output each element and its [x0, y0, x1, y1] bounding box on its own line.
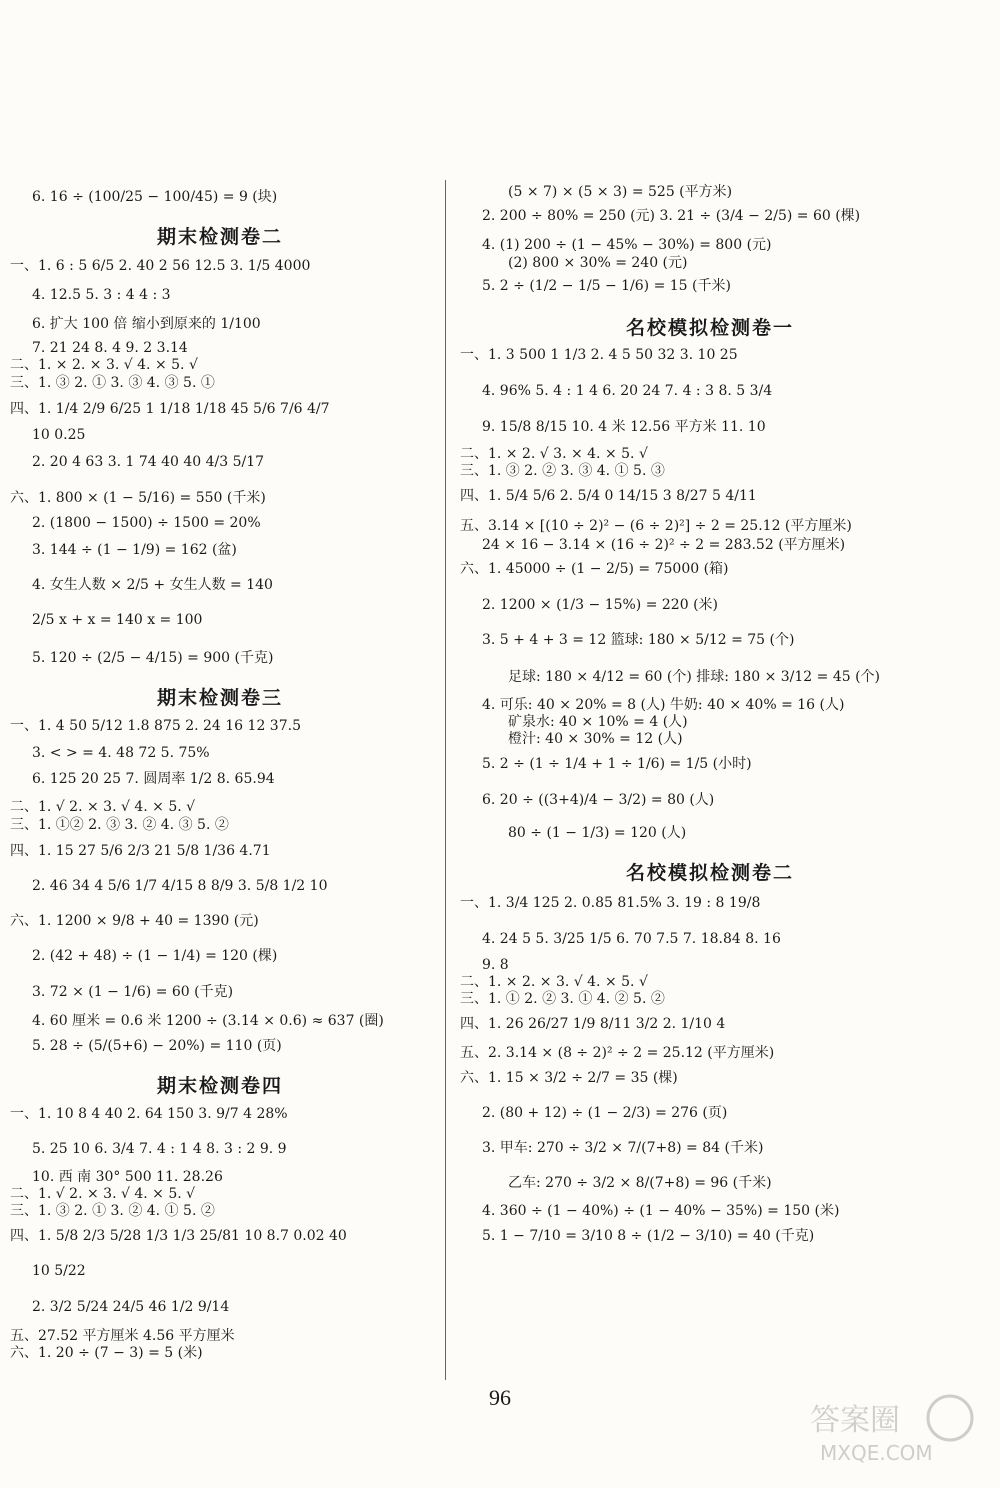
answer-line: 三、1. ③ 2. ① 3. ② 4. ① 5. ②	[10, 1203, 215, 1219]
answer-line: 4. 可乐: 40 × 20% = 8 (人) 牛奶: 40 × 40% = 16 (人)	[482, 697, 845, 713]
answer-line: 矿泉水: 40 × 10% = 4 (人)	[508, 714, 688, 730]
answer-line: 一、1. 3/4 125 2. 0.85 81.5% 3. 19 : 8 19/8	[460, 895, 761, 911]
answer-line: 六、1. 20 ÷ (7 − 3) = 5 (米)	[10, 1345, 203, 1361]
answer-line: 4. 60 厘米 = 0.6 米 1200 ÷ (3.14 × 0.6) ≈ 637 (圈)	[32, 1013, 384, 1029]
answer-line: 五、3.14 × [(10 ÷ 2)² − (6 ÷ 2)²] ÷ 2 = 25.12 (平方厘米)	[460, 518, 852, 534]
answer-line: 4. 12.5 5. 3 : 4 4 : 3	[32, 287, 171, 303]
answer-line: 一、1. 6 : 5 6/5 2. 40 2 56 12.5 3. 1/5 4000	[10, 258, 311, 274]
answer-line: 5. 28 ÷ (5/(5+6) − 20%) = 110 (页)	[32, 1038, 282, 1054]
left-column	[10, 0, 450, 1380]
answer-line: 80 ÷ (1 − 1/3) = 120 (人)	[508, 825, 687, 841]
answer-line: 6. 20 ÷ ((3+4)/4 − 3/2) = 80 (人)	[482, 792, 715, 808]
answer-line: 三、1. ①② 2. ③ 3. ② 4. ③ 5. ②	[10, 817, 229, 833]
answer-line: 二、1. × 2. × 3. √ 4. × 5. √	[460, 974, 648, 990]
answer-line: 三、1. ① 2. ② 3. ① 4. ② 5. ②	[460, 991, 665, 1007]
answer-line: 4. 24 5 5. 3/25 1/5 6. 70 7.5 7. 18.84 8. 16	[482, 931, 781, 947]
answer-line: 足球: 180 × 4/12 = 60 (个) 排球: 180 × 3/12 = 45 (个)	[508, 669, 881, 685]
answer-line: 六、1. 1200 × 9/8 + 40 = 1390 (元)	[10, 913, 259, 929]
answer-line: 四、1. 5/8 2/3 5/28 1/3 1/3 25/81 10 8.7 0.02 40	[10, 1228, 347, 1244]
section-heading: 期末检测卷二	[156, 226, 283, 248]
answer-line: 5. 25 10 6. 3/4 7. 4 : 1 4 8. 3 : 2 9. 9	[32, 1141, 287, 1157]
answer-line: (5 × 7) × (5 × 3) = 525 (平方米)	[508, 184, 733, 200]
answer-line: 5. 120 ÷ (2/5 − 4/15) = 900 (千克)	[32, 650, 274, 666]
answer-line: 4. 女生人数 × 2/5 + 女生人数 = 140	[32, 577, 273, 593]
answer-line: 二、1. √ 2. × 3. √ 4. × 5. √	[10, 799, 196, 815]
answer-line: 2. 1200 × (1/3 − 15%) = 220 (米)	[482, 597, 718, 613]
answer-line: 3. 144 ÷ (1 − 1/9) = 162 (盆)	[32, 542, 237, 558]
column-divider	[445, 180, 446, 1380]
answer-line: 五、2. 3.14 × (8 ÷ 2)² ÷ 2 = 25.12 (平方厘米)	[460, 1045, 775, 1061]
answer-line: 六、1. 45000 ÷ (1 − 2/5) = 75000 (箱)	[460, 561, 729, 577]
answer-line: 六、1. 15 × 3/2 ÷ 2/7 = 35 (棵)	[460, 1070, 678, 1086]
answer-line: 6. 125 20 25 7. 圆周率 1/2 8. 65.94	[32, 771, 275, 787]
answer-line: 5. 1 − 7/10 = 3/10 8 ÷ (1/2 − 3/10) = 40 (千克)	[482, 1228, 815, 1244]
answer-line: 三、1. ③ 2. ② 3. ③ 4. ① 5. ③	[460, 463, 665, 479]
answer-line: 2. (42 + 48) ÷ (1 − 1/4) = 120 (棵)	[32, 948, 278, 964]
answer-line: 2. 46 34 4 5/6 1/7 4/15 8 8/9 3. 5/8 1/2 10	[32, 878, 328, 894]
section-heading: 名校模拟检测卷一	[625, 317, 794, 339]
answer-line: 10 0.25	[32, 427, 86, 443]
answer-line: 3. 5 + 4 + 3 = 12 篮球: 180 × 5/12 = 75 (个)	[482, 632, 795, 648]
answer-line: 3. < > = 4. 48 72 5. 75%	[32, 745, 210, 761]
answer-line: 六、1. 800 × (1 − 5/16) = 550 (千米)	[10, 490, 266, 506]
answer-line: 2. (80 + 12) ÷ (1 − 2/3) = 276 (页)	[482, 1105, 728, 1121]
answer-line: (2) 800 × 30% = 240 (元)	[508, 255, 688, 271]
answer-line: 2. 200 ÷ 80% = 250 (元) 3. 21 ÷ (3/4 − 2/5) = 60 (棵)	[482, 208, 861, 224]
answer-line: 二、1. √ 2. × 3. √ 4. × 5. √	[10, 1186, 196, 1202]
watermark-logo	[800, 1388, 980, 1468]
answer-line: 10 5/22	[32, 1263, 86, 1279]
answer-line: 6. 扩大 100 倍 缩小到原来的 1/100	[32, 316, 261, 332]
watermark-text: 答案圈	[810, 1403, 900, 1438]
answer-line: 一、1. 3 500 1 1/3 2. 4 5 50 32 3. 10 25	[460, 347, 738, 363]
section-heading: 名校模拟检测卷二	[625, 862, 794, 884]
watermark-icon	[800, 1388, 980, 1468]
answer-line: 10. 西 南 30° 500 11. 28.26	[32, 1169, 223, 1185]
answer-line: 二、1. × 2. √ 3. × 4. × 5. √	[460, 446, 648, 462]
answer-line: 3. 甲车: 270 ÷ 3/2 × 7/(7+8) = 84 (千米)	[482, 1140, 764, 1156]
answer-line: 四、1. 5/4 5/6 2. 5/4 0 14/15 3 8/27 5 4/11	[460, 488, 757, 504]
answer-line: 4. 360 ÷ (1 − 40%) ÷ (1 − 40% − 35%) = 150 (米)	[482, 1203, 840, 1219]
answer-line: 乙车: 270 ÷ 3/2 × 8/(7+8) = 96 (千米)	[508, 1175, 772, 1191]
answer-line: 7. 21 24 8. 4 9. 2 3.14	[32, 340, 188, 356]
answer-line: 橙汁: 40 × 30% = 12 (人)	[508, 731, 683, 747]
answer-line: 四、1. 15 27 5/6 2/3 21 5/8 1/36 4.71	[10, 843, 271, 859]
answer-line: 五、27.52 平方厘米 4.56 平方厘米	[10, 1328, 235, 1344]
answer-line: 四、1. 1/4 2/9 6/25 1 1/18 1/18 45 5/6 7/6 4/7	[10, 401, 330, 417]
answer-line: 9. 15/8 8/15 10. 4 米 12.56 平方米 11. 10	[482, 419, 766, 435]
answer-line: 2. (1800 − 1500) ÷ 1500 = 20%	[32, 515, 261, 531]
watermark-domain: MXQE.COM	[820, 1441, 933, 1465]
answer-line: 4. 96% 5. 4 : 1 4 6. 20 24 7. 4 : 3 8. 5 3/4	[482, 383, 773, 399]
section-heading: 期末检测卷四	[156, 1075, 283, 1097]
answer-line: 2/5 x + x = 140 x = 100	[32, 612, 203, 628]
answer-line: 2. 3/2 5/24 24/5 46 1/2 9/14	[32, 1299, 230, 1315]
answer-line: 6. 16 ÷ (100/25 − 100/45) = 9 (块)	[32, 189, 278, 205]
answer-line: 3. 72 × (1 − 1/6) = 60 (千克)	[32, 984, 234, 1000]
answer-line: 四、1. 26 26/27 1/9 8/11 3/2 2. 1/10 4	[460, 1016, 726, 1032]
answer-line: 24 × 16 − 3.14 × (16 ÷ 2)² ÷ 2 = 283.52 (平方厘米)	[482, 537, 846, 553]
answer-line: 5. 2 ÷ (1 ÷ 1/4 + 1 ÷ 1/6) = 1/5 (小时)	[482, 756, 752, 772]
right-column	[460, 0, 910, 1380]
answer-line: 9. 8	[482, 957, 509, 973]
section-heading: 期末检测卷三	[156, 687, 283, 709]
answer-line: 一、1. 4 50 5/12 1.8 875 2. 24 16 12 37.5	[10, 718, 301, 734]
answer-line: 三、1. ③ 2. ① 3. ③ 4. ③ 5. ①	[10, 375, 215, 391]
answer-line: 4. (1) 200 ÷ (1 − 45% − 30%) = 800 (元)	[482, 237, 772, 253]
page-number: 96	[489, 1385, 511, 1410]
answer-line: 5. 2 ÷ (1/2 − 1/5 − 1/6) = 15 (千米)	[482, 278, 731, 294]
answer-line: 二、1. × 2. × 3. √ 4. × 5. √	[10, 357, 198, 373]
answer-line: 一、1. 10 8 4 40 2. 64 150 3. 9/7 4 28%	[10, 1106, 288, 1122]
answer-line: 2. 20 4 63 3. 1 74 40 40 4/3 5/17	[32, 454, 265, 470]
